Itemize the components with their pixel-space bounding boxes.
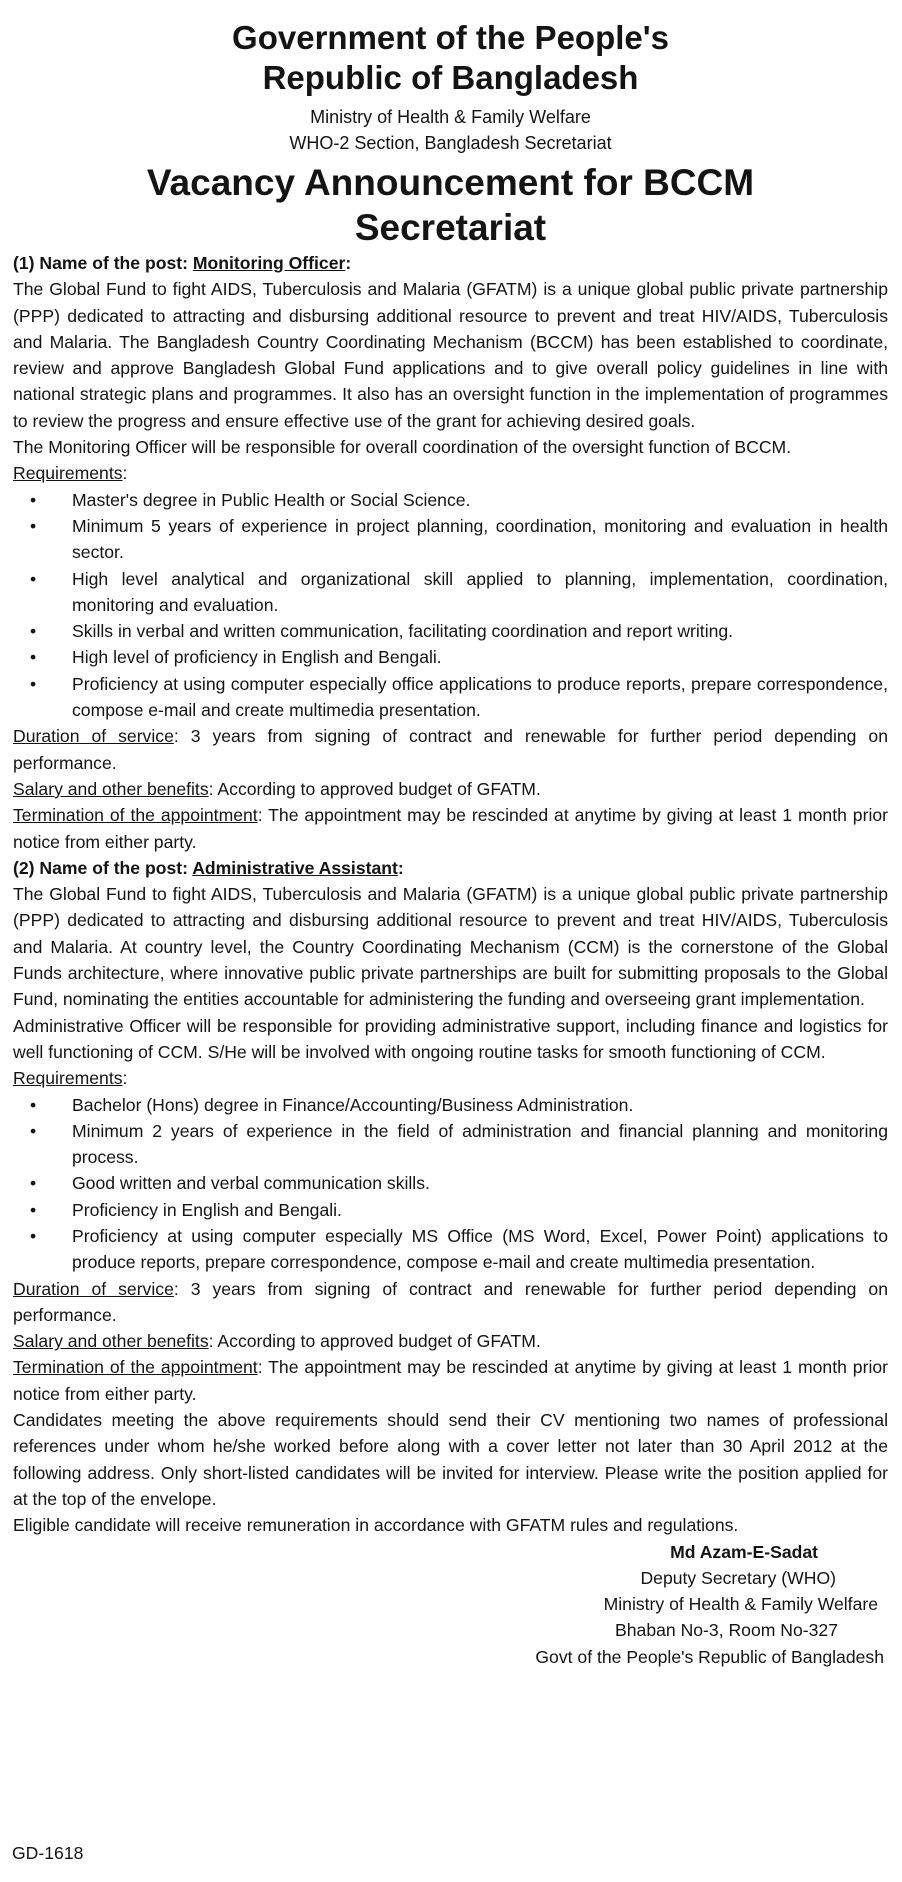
post-2-suffix: : [397, 857, 404, 878]
post-2-role: Administrative Officer will be responsible for providing administrative support, including finance and logistics for well functioning of CCM. S/He will be involved with ongoing routine tasks for smooth functioning of CCM. [13, 1015, 888, 1062]
post-2-section [13, 855, 888, 1407]
post-1-title: Monitoring Officer [192, 253, 346, 273]
bullet-icon: • [30, 1120, 37, 1141]
post-1-role: The Monitoring Officer will be responsible for overall coordination of the oversight function of BCCM. [13, 437, 792, 458]
post-2-duration: Duration of service: 3 years from signing of contract and renewable for further period depending on performance. [13, 1278, 888, 1325]
post-2-requirements-list [13, 1092, 888, 1276]
signatory-address: Bhaban No-3, Room No-327 [615, 1620, 838, 1641]
post-2-salary: Salary and other benefits: According to approved budget of GFATM. [13, 1331, 541, 1352]
post-2-requirements-label: Requirements: [13, 1068, 128, 1089]
bullet-icon: • [30, 673, 37, 694]
post-2-prefix: (2) Name of the post: [13, 857, 193, 878]
bullet-icon: • [30, 515, 37, 536]
post-1-requirements-label: Requirements: [13, 463, 128, 484]
post-1-duration: Duration of service: 3 years from signing of contract and renewable for further period depending on performance. [13, 726, 888, 773]
post-1-requirements-list [13, 487, 888, 724]
announcement-title-line2: Secretariat [354, 207, 547, 248]
post-1-section [13, 250, 888, 855]
remuneration-note: Eligible candidate will receive remuneration in accordance with GFATM rules and regulations. [13, 1515, 739, 1536]
signatory-designation: Deputy Secretary (WHO) [640, 1567, 836, 1588]
ministry-block [13, 104, 888, 156]
announcement-title [13, 160, 888, 250]
bullet-icon: • [30, 489, 37, 510]
ad-code: GD-1618 [12, 1842, 84, 1863]
signatory-name: Md Azam-E-Sadat [670, 1541, 818, 1562]
post-1-termination: Termination of the appointment: The appointment may be rescinded at anytime by giving at least 1 month prior notice from either party. [13, 805, 888, 852]
government-title [13, 18, 888, 98]
post-2-heading [13, 855, 888, 881]
government-title-line2: Republic of Bangladesh [262, 59, 639, 96]
signatory-ministry: Ministry of Health & Family Welfare [603, 1594, 878, 1615]
signature-block [13, 1539, 888, 1670]
ministry-name: Ministry of Health & Family Welfare [310, 107, 591, 127]
post-1-prefix: (1) Name of the post: [13, 253, 193, 273]
list-item: • Proficiency at using computer especially office applications to produce reports, prepare correspondence, compose e-mail and create multimedia presentation. [72, 671, 888, 724]
list-item: • Skills in verbal and written communication, facilitating coordination and report writing. [72, 618, 888, 644]
list-item: • Good written and verbal communication skills. [72, 1170, 888, 1196]
list-item: • Bachelor (Hons) degree in Finance/Accounting/Business Administration. [72, 1092, 888, 1118]
bullet-icon: • [30, 1173, 37, 1194]
post-2-title: Administrative Assistant [192, 857, 398, 878]
header [13, 18, 888, 250]
bullet-icon: • [30, 1225, 37, 1246]
government-title-line1: Government of the People's [232, 19, 669, 56]
post-1-intro: The Global Fund to fight AIDS, Tuberculosis and Malaria (GFATM) is a unique global public private partnership (PPP) dedicated to attracting and disbursing additional resource to prevent and treat HIV/AIDS, Tuberculosis and Malaria. The Bangladesh Country Coordinating Mechanism (BCCM) has been established to coordinate, review and approve Bangladesh Global Fund applications and to give overall policy guidelines in line with national strategic plans and programmes. It also has an oversight function in the implementation of programmes to review the progress and ensure effective use of the grant for achieving desired goals. [13, 279, 888, 431]
section-name: WHO-2 Section, Bangladesh Secretariat [289, 133, 612, 153]
announcement-title-line1: Vacancy Announcement for BCCM [146, 162, 755, 203]
list-item: • High level analytical and organizational skill applied to planning, implementation, coordination, monitoring and evaluation. [72, 566, 888, 619]
post-1-suffix: : [345, 253, 352, 273]
bullet-icon: • [30, 647, 37, 668]
bullet-icon: • [30, 1094, 37, 1115]
list-item: • Minimum 2 years of experience in the field of administration and financial planning and monitoring process. [72, 1118, 888, 1171]
post-1-salary: Salary and other benefits: According to approved budget of GFATM. [13, 778, 541, 799]
post-2-termination: Termination of the appointment: The appointment may be rescinded at anytime by giving at least 1 month prior notice from either party. [13, 1357, 888, 1404]
list-item: • Minimum 5 years of experience in project planning, coordination, monitoring and evaluation in health sector. [72, 513, 888, 566]
list-item: • Master's degree in Public Health or Social Science. [72, 487, 888, 513]
list-item: • High level of proficiency in English and Bengali. [72, 644, 888, 670]
bullet-icon: • [30, 1199, 37, 1220]
list-item: • Proficiency at using computer especially MS Office (MS Word, Excel, Power Point) applications to produce reports, prepare correspondence, compose e-mail and create multimedia presentation. [72, 1223, 888, 1276]
bullet-icon: • [30, 568, 37, 589]
list-item: • Proficiency in English and Bengali. [72, 1197, 888, 1223]
application-instructions: Candidates meeting the above requirements should send their CV mentioning two names of professional references under whom he/she worked before along with a cover letter not later than 30 April 2012 at the following address. Only short-listed candidates will be invited for interview. Please write the position applied for at the top of the envelope. [13, 1410, 888, 1509]
signatory-government: Govt of the People's Republic of Bangladesh [535, 1646, 884, 1667]
post-1-heading [13, 250, 888, 276]
bullet-icon: • [30, 621, 37, 642]
post-2-intro: The Global Fund to fight AIDS, Tuberculosis and Malaria (GFATM) is a unique global public private partnership (PPP) dedicated to attracting and disbursing additional resource to prevent and treat HIV/AIDS, Tuberculosis and Malaria. At country level, the Country Coordinating Mechanism (CCM) is the cornerstone of the Global Funds architecture, where innovative public private partnerships are built for submitting proposals to the Global Fund, nominating the entities accountable for administering the funding and overseeing grant implementation. [13, 884, 888, 1010]
